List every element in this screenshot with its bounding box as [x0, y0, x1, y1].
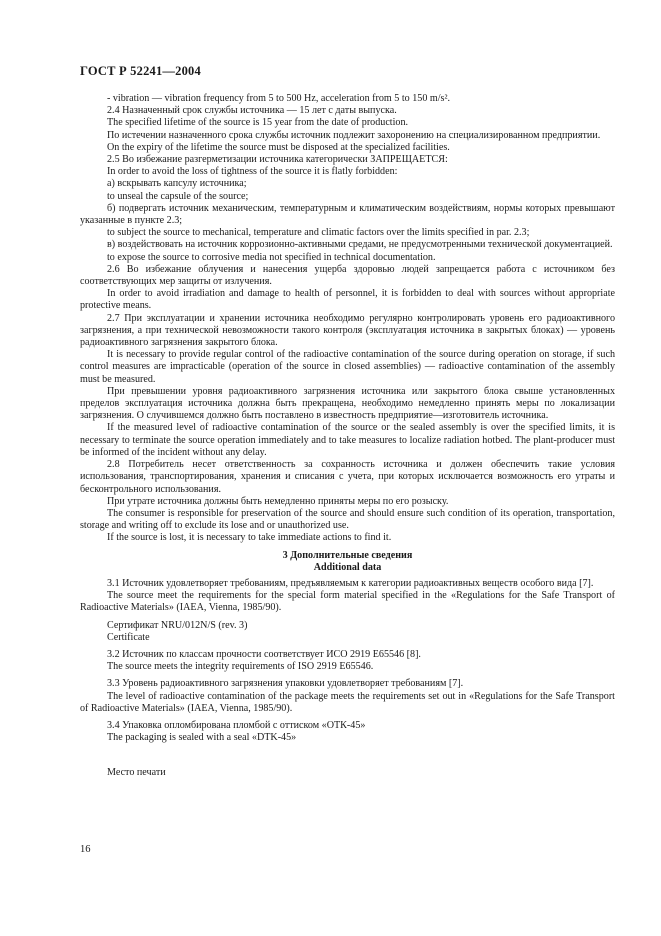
paragraph: При превышении уровня радиоактивного загрязнения источника или закрытого блока свыше установленных пределов эксплуатация источника должна быть прекращена, необходимо немедленно принять меры по локализации загрязнения. О случившемся должно быть поставлено в известность предприятие—изготовитель источника.	[80, 385, 615, 422]
section-3-paragraph: The packaging is sealed with a seal «DTK-45»	[107, 732, 297, 744]
section-3-paragraph: Сертификат NRU/012N/S (rev. 3)	[107, 619, 248, 631]
section-3-paragraph: Certificate	[107, 631, 150, 643]
page-number: 16	[80, 844, 91, 855]
paragraph: 2.4 Назначенный срок службы источника — 15 лет с даты выпуска.	[107, 105, 397, 117]
section-3-list	[80, 578, 615, 744]
paragraph: 2.6 Во избежание облучения и нанесения ущерба здоровью людей запрещается работа с источником без соответствующих мер защиты от излучения.	[80, 263, 615, 288]
section-3-paragraph: 3.3 Уровень радиоактивного загрязнения упаковки удовлетворяет требованиям [7].	[107, 678, 464, 690]
paragraph: If the measured level of radioactive contamination of the source or the sealed assembly is over the specified limits, it is necessary to terminate the source operation immediately and to take measures to localize radiation hotbed. The plant-producer must be informed of the incident without any delay.	[80, 422, 615, 458]
paragraph: If the source is lost, it is necessary to take immediate actions to find it.	[107, 532, 392, 544]
paragraph: It is necessary to provide regular control of the radioactive contamination of the source during operation on storage, if such control measures are impracticable (operation of the source in closed assemblies) — radioactive contamination of the assembly must be measured.	[80, 349, 615, 385]
paragraph: On the expiry of the lifetime the source must be disposed at the specialized facilities.	[107, 141, 450, 153]
section-3-paragraph: The source meets the integrity requirements of ISO 2919 E65546.	[107, 661, 374, 673]
paragraph: 2.7 При эксплуатации и хранении источника необходимо регулярно контролировать уровень его радиоактивного загрязнения, а при технической невозможности такого контроля (эксплуатация источника в закрытых блоках) — уровень радиоактивного загрязнения закрытого блока.	[80, 312, 615, 349]
paragraph: to expose the source to corrosive media not specified in technical documentation.	[107, 251, 436, 263]
paragraph: 2.5 Во избежание разгерметизации источника категорически ЗАПРЕЩАЕТСЯ:	[107, 154, 448, 166]
paragraph: При утрате источника должны быть немедленно приняты меры по его розыску.	[107, 495, 449, 507]
paragraph: б) подвергать источник механическим, температурным и климатическим воздействиям, нормы которых превышают указанные в пункте 2.3;	[80, 202, 615, 227]
section-title-ru: 3 Дополнительные сведения	[282, 549, 413, 561]
standard-header: ГОСТ Р 52241—2004	[80, 64, 201, 78]
paragraph: По истечении назначенного срока службы источник подлежит захоронению на специализированном предприятии.	[107, 129, 601, 141]
section-3-paragraph: The source meet the requirements for the special form material specified in the «Regulations for the Safe Transport of Radioactive Materials» (IAEA, Vienna, 1985/90).	[80, 590, 615, 614]
paragraph: to unseal the capsule of the source;	[107, 190, 249, 202]
paragraph: - vibration — vibration frequency from 5 to 500 Hz, acceleration from 5 to 150 m/s².	[107, 93, 451, 104]
paragraph: In order to avoid irradiation and damage to health of personnel, it is forbidden to deal with sources without appropriate protective means.	[80, 288, 615, 312]
paragraph: The consumer is responsible for preservation of the source and should ensure such condition of its operation, transportation, storage and writing off to exclude its lose and or unauthorized use.	[80, 507, 615, 532]
paragraph: to subject the source to mechanical, temperature and climatic factors over the limits specified in par. 2.3;	[107, 227, 530, 239]
paragraph: 2.8 Потребитель несет ответственность за сохранность источника и должен обеспечить такие условия использования, транспортирования, хранения и списания с учета, при которых исключается возможность его утраты и бесконтрольного использования.	[80, 459, 615, 495]
paragraph-list	[80, 93, 615, 545]
section-title-en: Additional data	[313, 561, 382, 573]
section-3-paragraph: 3.4 Упаковка опломбирована пломбой с оттиском «ОТК-45»	[107, 719, 366, 731]
section-3-paragraph: 3.1 Источник удовлетворяет требованиям, предъявляемым к категории радиоактивных веществ особого вида [7].	[107, 577, 594, 589]
section-3-paragraph: The level of radioactive contamination of the package meets the requirements set out in «Regulations for the Safe Transport of Radioactive Materials» (IAEA, Vienna, 1985/90).	[80, 690, 615, 714]
paragraph: In order to avoid the loss of tightness of the source it is flatly forbidden:	[107, 166, 398, 178]
document-body	[80, 93, 615, 780]
seal-place-label: Место печати	[107, 767, 166, 779]
section-3-paragraph: 3.2 Источник по классам прочности соответствует ИСО 2919 E65546 [8].	[107, 648, 421, 660]
section-heading	[80, 550, 615, 574]
paragraph: а) вскрывать капсулу источника;	[107, 178, 247, 190]
paragraph: в) воздействовать на источник коррозионно-активными средами, не предусмотренными технической документацией.	[107, 239, 613, 251]
paragraph: The specified lifetime of the source is 15 year from the date of production.	[107, 117, 409, 129]
